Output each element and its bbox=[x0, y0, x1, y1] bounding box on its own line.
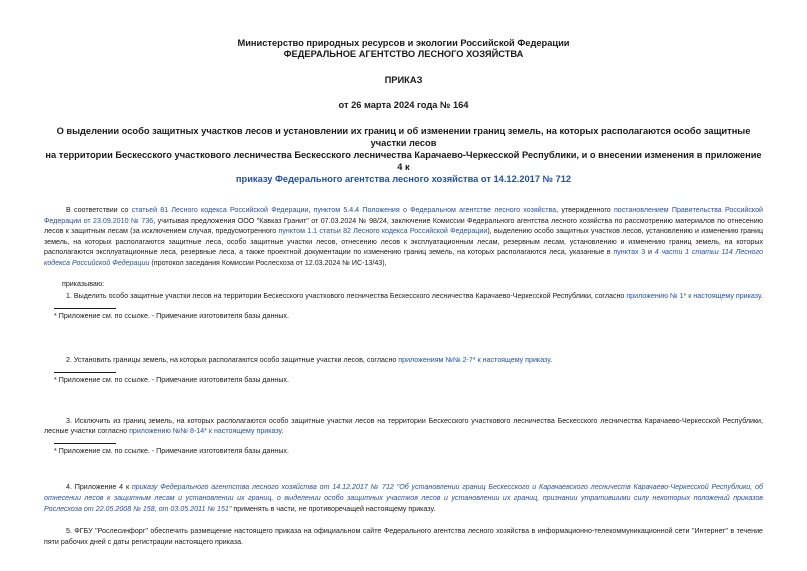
doc-date-number: от 26 марта 2024 года № 164 bbox=[338, 100, 469, 110]
link-government-decree[interactable]: постановлением Правительства Российской Федерации от 23.09.2010 № 736 bbox=[44, 206, 763, 225]
footnote-divider bbox=[54, 308, 116, 309]
item-3: 3. Исключить из границ земель, на которых располагаются особо защитные участки лесов на территории Бескесского участкового лесничества Бескесского лесничества Карачаево-Черкесской Республики, лесные участки согласно приложению №№ 8-14* к настоящему приказу. bbox=[44, 416, 763, 436]
footnote-divider bbox=[54, 443, 116, 444]
link-points-3[interactable]: пунктах 3 bbox=[613, 248, 646, 257]
footnote: * Приложение см. по ссылке. - Примечание изготовителя базы данных. bbox=[54, 446, 289, 455]
item-5: 5. ФГБУ "Рослесинфорг" обеспечить размещение настоящего приказа на официальном сайте Федерального агентства лесного хозяйства в информационно-телекоммуникационной сети "Интернет" в течение пяти рабочих дней с даты регистрации настоящего приказа. bbox=[44, 527, 763, 546]
title-line-2: на территории Бескесского участкового лесничества Бескесского лесничества Карачаево-Черкесской Республики, и о внесении изменения в приложение 4 к bbox=[45, 150, 762, 172]
title-line-1: О выделении особо защитных участков лесов и установлении их границ и об изменении границ земель, на которых располагаются особо защитные участки лесов bbox=[56, 126, 751, 148]
agency-name: ФЕДЕРАЛЬНОЕ АГЕНТСТВО ЛЕСНОГО ХОЗЯЙСТВА bbox=[283, 49, 524, 59]
doc-title bbox=[44, 125, 763, 185]
footnote: * Приложение см. по ссылке. - Примечание изготовителя базы данных. bbox=[54, 311, 289, 320]
link-appendix-1[interactable]: приложению № 1* к настоящему приказу bbox=[626, 292, 761, 301]
doc-type: ПРИКАЗ bbox=[384, 75, 423, 85]
item-1: 1. Выделить особо защитные участки лесов на территории Бескесского участкового лесничества Бескесского лесничества Карачаево-Черкесской Республики, согласно приложению № 1* к настоящему приказу. bbox=[66, 292, 763, 301]
link-forest-code-art82[interactable]: пунктом 1.1 статьи 82 Лесного кодекса Российской Федерации bbox=[278, 227, 488, 236]
footnote-divider bbox=[54, 372, 116, 373]
item-4: 4. Приложение 4 к приказу Федерального агентства лесного хозяйства от 14.12.2017 № 712 "Об установлении границ Бескесского и Карачаевского лесничеств Карачаево-Черкесской Республики, об отнесении лесов к защитным лесам и установлении их границ, о выделении особо защитных участков лесов и установлении их границ, признании утратившими силу некоторых положений приказов Рослесхоза от 22.05.2008 № 158, от 03.05.2011 № 151" применять в части, не противоречащей настоящему приказу. bbox=[44, 483, 763, 513]
title-order-link[interactable]: приказу Федерального агентства лесного хозяйства от 14.12.2017 № 712 bbox=[235, 174, 572, 184]
link-forest-code-art114[interactable]: 4 части 1 статьи 114 Лесного кодекса Российской Федерации bbox=[44, 248, 763, 267]
link-regulation-agency[interactable]: пунктом 5.4.4 Положения о Федеральном агентстве лесного хозяйства bbox=[313, 206, 557, 214]
link-order-712[interactable]: приказу Федерального агентства лесного хозяйства от 14.12.2017 № 712 "Об установлении границ Бескесского и Карачаевского лесничеств Карачаево-Черкесской Республики, об отнесении лесов к защитным лесам и установлении их границ, о выделении особо защитных участков лесов и установлении их границ, признании утратившими силу некоторых положений приказов Рослесхоза от 22.05.2008 № 158, от 03.05.2011 № 151" bbox=[44, 483, 763, 513]
link-appendix-2-7[interactable]: приложениям №№ 2-7* к настоящему приказу bbox=[398, 356, 551, 365]
item-2: 2. Установить границы земель, на которых располагаются особо защитные участки лесов, согласно приложениям №№ 2-7* к настоящему приказу. bbox=[66, 356, 553, 365]
footnote: * Приложение см. по ссылке. - Примечание изготовителя базы данных. bbox=[54, 375, 289, 384]
intro-paragraph: В соответствии со статьей 81 Лесного кодекса Российской Федерации, пунктом 5.4.4 Положения о Федеральном агентстве лесного хозяйства, утвержденного постановлением Правительства Российской Федерации от 23.09.2010 № 736, учитывая предложения ООО "Кавказ Гранит" от 07.03.2024 № 98/24, заключение Комиссии Федерального агентства лесного хозяйства по рассмотрению материалов по отнесению лесов к защитным лесам (за исключением случая, предусмотренного пунктом 1.1 статьи 82 Лесного кодекса Российской Федерации), выделению особо защитных участков лесов, установлению и изменению границ земель, на которых располагаются защитные леса, особо защитные участки лесов, отнесению лесов к эксплуатационным лесам, резервным лесам, установлению и изменению границ земель, на которых располагаются эксплуатационные леса, резервные леса, а также проектной документации по изменению границ земель, на которых располагаются леса, указанные в пунктах 3 и 4 части 1 статьи 114 Лесного кодекса Российской Федерации (протокол заседания Комиссии Рослесхоза от 12.03.2024 № ИС-13/43), bbox=[44, 206, 764, 267]
ordered-word: приказываю: bbox=[62, 279, 105, 288]
ministry-name: Министерство природных ресурсов и экологии Российской Федерации bbox=[237, 38, 570, 48]
link-appendix-8-14[interactable]: приложению №№ 8-14* к настоящему приказу bbox=[129, 427, 282, 436]
link-forest-code-art81[interactable]: статьей 81 Лесного кодекса Российской Федерации bbox=[131, 206, 309, 214]
